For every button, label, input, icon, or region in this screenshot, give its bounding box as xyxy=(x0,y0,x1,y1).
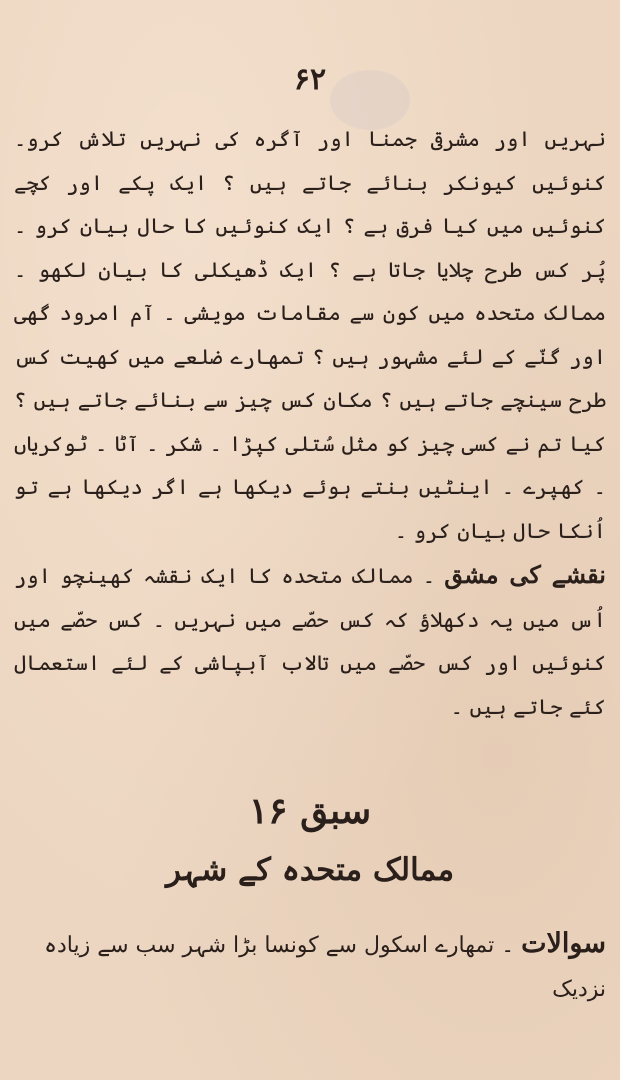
paragraph-questions: نہریں اور مشرقی جمنا اور آگرہ کی نہریں تلاش کرو۔ کنوئیں کیونکر بنائے جاتے ہیں ؟ ایک پکے اور کچے کنوئیں میں کیا فرق ہے ؟ ایک کنوئیں کا حال بیان کرو ۔ پُر کس طرح چلایا جاتا ہے ؟ ایک ڈھیکلی کا بیان لکھو ۔ ممالک متحدہ میں کون سے مقامات مویشی ۔ آم امرود گھی اور گنّے کے لئے مشہور ہیں ؟ تمھارے ضلعے میں کھیت کس طرح سینچے جاتے ہیں ؟ مکان کس چیز سے بنائے جاتے ہیں ؟ کیا تم نے کسی چیز کو مثل سُتلی کپڑا ۔ شکر ۔ آٹا ۔ ٹوکریاں ۔ کھپرے ۔ اینٹیں بنتے ہوئے دیکھا ہے اگر دیکھا ہے تو اُنکا حال بیان کرو ۔ xyxy=(14,127,606,543)
lesson-title: سبق ۱۶ xyxy=(248,790,372,832)
questions-text: ۔ تمھارے اسکول سے کونسا بڑا شہر سب سے زیادہ نزدیک xyxy=(44,933,606,1002)
lesson-subtitle: ممالک متحدہ کے شہر xyxy=(165,852,455,888)
exercise-text: ۔ ممالک متحدہ کا ایک نقشہ کھینچو اور اُس میں یہ دکھلاؤ کہ کس حصّے میں نہریں ۔ کس حصّے میں کنوئیں اور کس حصّے میں تالاب آبپاشی کے لئے استعمال کئے جاتے ہیں ۔ xyxy=(14,564,606,719)
questions-label: سوالات xyxy=(521,928,606,959)
lesson-body xyxy=(14,118,606,729)
questions-line xyxy=(14,922,606,1012)
page-number: ۶۲ xyxy=(293,62,327,97)
exercise-heading: نقشے کی مشق xyxy=(444,560,606,589)
map-exercise-paragraph xyxy=(14,553,606,729)
